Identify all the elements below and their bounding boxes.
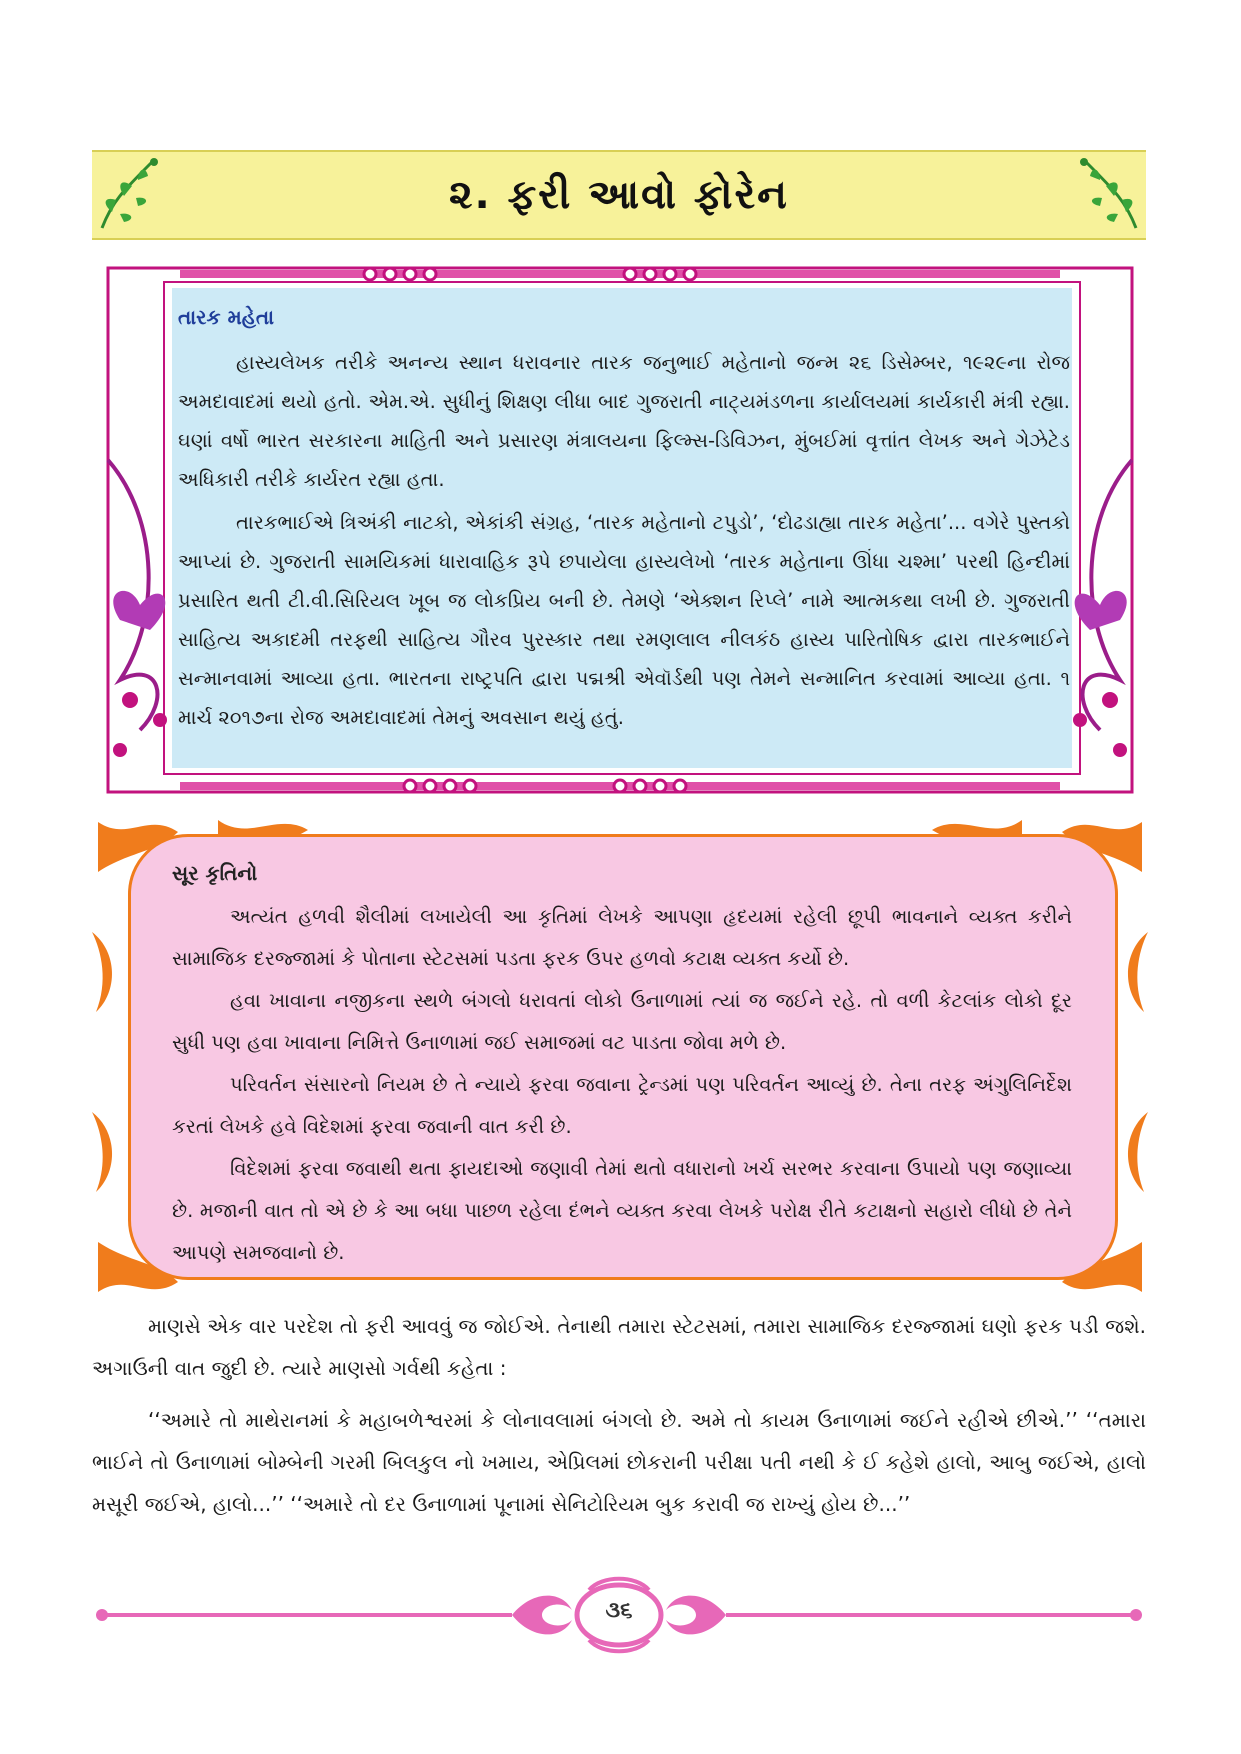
bio-paragraph: હાસ્યલેખક તરીકે અનન્ય સ્થાન ધરાવનાર તારક જનુભાઈ મહેતાનો જન્મ ૨૬ ડિસેમ્બર, ૧૯૨૯ના રોજ અમદાવાદમાં થયો હતો. એમ.એ. સુધીનું શિક્ષણ લીધા બાદ ગુજરાતી નાટ્યમંડળના કાર્યાલયમાં કાર્યકારી મંત્રી રહ્યા. ઘણાં વર્ષો ભારત સરકારના માહિતી અને પ્રસારણ મંત્રાલયના ફિલ્મ્સ-ડિવિઝન, મુંબઈમાં વૃત્તાંત લેખક અને ગેઝેટેડ અધિકારી તરીકે કાર્યરત રહ્યા હતા. xyxy=(178,351,1070,491)
page-number: ૩૬ xyxy=(605,1598,633,1623)
story-paragraph: ‘‘અમારે તો માથેરાનમાં કે મહાબળેશ્વરમાં કે લોનાવલામાં બંગલો છે. અમે તો કાયમ ઉનાળામાં જઈને રહીએ છીએ.’’ ‘‘તમારા ભાઈને તો ઉનાળામાં બોમ્બેની ગરમી બિલકુલ નો ખમાય, એપ્રિલમાં છોકરાની પરીક્ષા પતી નથી કે ઈ કહેશે હાલો, આબુ જઈએ, હાલો મસૂરી જઈએ, હાલો...’’ ‘‘અમારે તો દર ઉનાળામાં પૂનામાં સેનિટોરિયમ બુક કરાવી જ રાખ્યું હોય છે...’’ xyxy=(92,1408,1146,1516)
summary-paragraph: હવા ખાવાના નજીકના સ્થળે બંગલો ધરાવતાં લોકો ઉનાળામાં ત્યાં જ જઈને રહે. તો વળી કેટલાંક લોકો દૂર સુધી પણ હવા ખાવાના નિમિત્તે ઉનાળામાં જઈ સમાજમાં વટ પાડતા જોવા મળે છે. xyxy=(172,989,1072,1054)
page-footer xyxy=(92,1570,1146,1660)
story-paragraph: માણસે એક વાર પરદેશ તો ફરી આવવું જ જોઈએ. તેનાથી તમારા સ્ટેટસમાં, તમારા સામાજિક દરજ્જામાં ઘણો ફરક પડી જશે. અગાઉની વાત જુદી છે. ત્યારે માણસો ગર્વથી કહેતા : xyxy=(92,1314,1146,1380)
summary-box xyxy=(88,812,1152,1302)
bio-paragraph: તારકભાઈએ ત્રિઅંકી નાટકો, એકાંકી સંગ્રહ, ‘તારક મહેતાનો ટપુડો’, ‘દોઢડાહ્યા તારક મહેતા’... વગેરે પુસ્તકો આપ્યાં છે. ગુજરાતી સામયિકમાં ધારાવાહિક રૂપે છપાયેલા હાસ્યલેખો ‘તારક મહેતાના ઊંધા ચશ્મા’ પરથી હિન્દીમાં પ્રસારિત થતી ટી.વી.સિરિયલ ખૂબ જ લોકપ્રિય બની છે. તેમણે ‘એક્શન રિપ્લે’ નામે આત્મકથા લખી છે. ગુજરાતી સાહિત્ય અકાદમી તરફથી સાહિત્ય ગૌરવ પુરસ્કાર તથા રમણલાલ નીલકંઠ હાસ્ય પારિતોષિક દ્વારા તારકભાઈને સન્માનવામાં આવ્યા હતા. ભારતના રાષ્ટ્રપતિ દ્વારા પદ્મશ્રી એવૉર્ડથી પણ તેમને સન્માનિત કરવામાં આવ્યા હતા. ૧ માર્ચ ૨૦૧૭ના રોજ અમદાવાદમાં તેમનું અવસાન થયું હતું. xyxy=(178,511,1070,729)
title-band xyxy=(92,150,1146,240)
story-body xyxy=(92,1305,1146,1535)
bio-heading: તારક મહેતા xyxy=(178,305,275,329)
summary-paragraph: અત્યંત હળવી શૈલીમાં લખાયેલી આ કૃતિમાં લેખકે આપણા હૃદયમાં રહેલી છૂપી ભાવનાને વ્યક્ત કરીને સામાજિક દરજ્જામાં કે પોતાના સ્ટેટસમાં પડતા ફરક ઉપર હળવો કટાક્ષ વ્યક્ત કર્યો છે. xyxy=(172,905,1072,970)
summary-content xyxy=(172,852,1072,1274)
chapter-title: ૨. ફરી આવો ફોરેન xyxy=(449,172,789,218)
author-bio-box xyxy=(100,260,1140,800)
summary-heading: સૂર કૃતિનો xyxy=(172,861,258,885)
vine-ornament-right xyxy=(1066,152,1146,238)
summary-paragraph: વિદેશમાં ફરવા જવાથી થતા ફાયદાઓ જણાવી તેમાં થતો વધારાનો ખર્ચ સરભર કરવાના ઉપાયો પણ જણાવ્યા છે. મજાની વાત તો એ છે કે આ બધા પાછળ રહેલા દંભને વ્યક્ત કરવા લેખકે પરોક્ષ રીતે કટાક્ષનો સહારો લીધો છે તેને આપણે સમજવાનો છે. xyxy=(172,1157,1072,1264)
vine-ornament-left xyxy=(92,152,172,238)
summary-paragraph: પરિવર્તન સંસારનો નિયમ છે તે ન્યાયે ફરવા જવાના ટ્રેન્ડમાં પણ પરિવર્તન આવ્યું છે. તેના તરફ અંગુલિનિર્દેશ કરતાં લેખકે હવે વિદેશમાં ફરવા જવાની વાત કરી છે. xyxy=(172,1073,1072,1138)
bio-content xyxy=(178,298,1070,741)
